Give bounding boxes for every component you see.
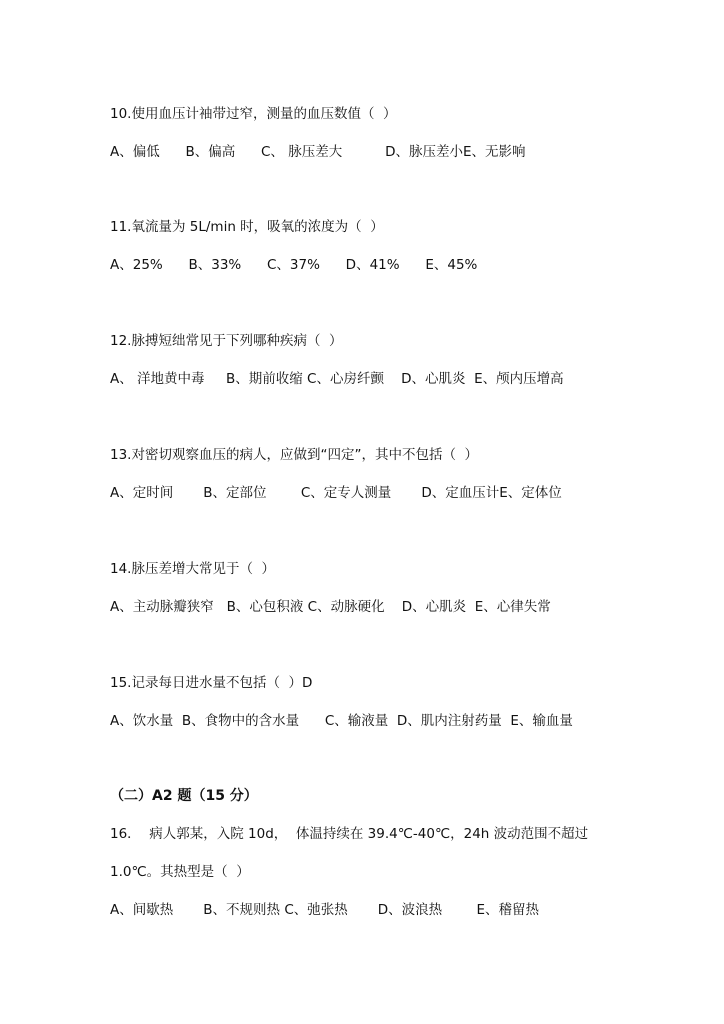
question-12-options: A、 洋地黄中毒 B、期前收缩 C、心房纤颤 D、心肌炎 E、颅内压增高 xyxy=(110,371,564,387)
question-16-stem-line1: 16． 病人郭某，入院 10d， 体温持续在 39.4℃-40℃，24h 波动范围不超过 xyxy=(110,826,589,842)
question-10-options: A、偏低 B、偏高 C、 脉压差大 D、脉压差小E、无影响 xyxy=(110,144,526,160)
question-14-stem: 14.脉压差增大常见于（ ） xyxy=(110,561,276,577)
question-10-stem: 10.使用血压计袖带过窄，测量的血压数值（ ） xyxy=(110,106,397,122)
question-16-stem-line2: 1.0℃。其热型是（ ） xyxy=(110,864,250,880)
question-12-stem: 12.脉搏短绌常见于下列哪种疾病（ ） xyxy=(110,333,343,349)
question-14-options: A、主动脉瓣狭窄 B、心包积液 C、动脉硬化 D、心肌炎 E、心律失常 xyxy=(110,599,551,615)
question-13-options: A、定时间 B、定部位 C、定专人测量 D、定血压计E、定体位 xyxy=(110,485,562,501)
question-16-options: A、间歇热 B、不规则热 C、弛张热 D、波浪热 E、稽留热 xyxy=(110,902,540,918)
section-title: （二）A2 题（15 分） xyxy=(110,788,258,804)
question-15-options: A、饮水量 B、食物中的含水量 C、输液量 D、肌内注射药量 E、输血量 xyxy=(110,713,573,729)
question-15-stem: 15.记录每日进水量不包括（ ）D xyxy=(110,675,313,691)
question-13-stem: 13.对密切观察血压的病人，应做到“四定”，其中不包括（ ） xyxy=(110,447,479,463)
question-11-stem: 11.氧流量为 5L/min 时，吸氧的浓度为（ ） xyxy=(110,219,384,235)
question-11-options: A、25% B、33% C、37% D、41% E、45% xyxy=(110,257,478,273)
